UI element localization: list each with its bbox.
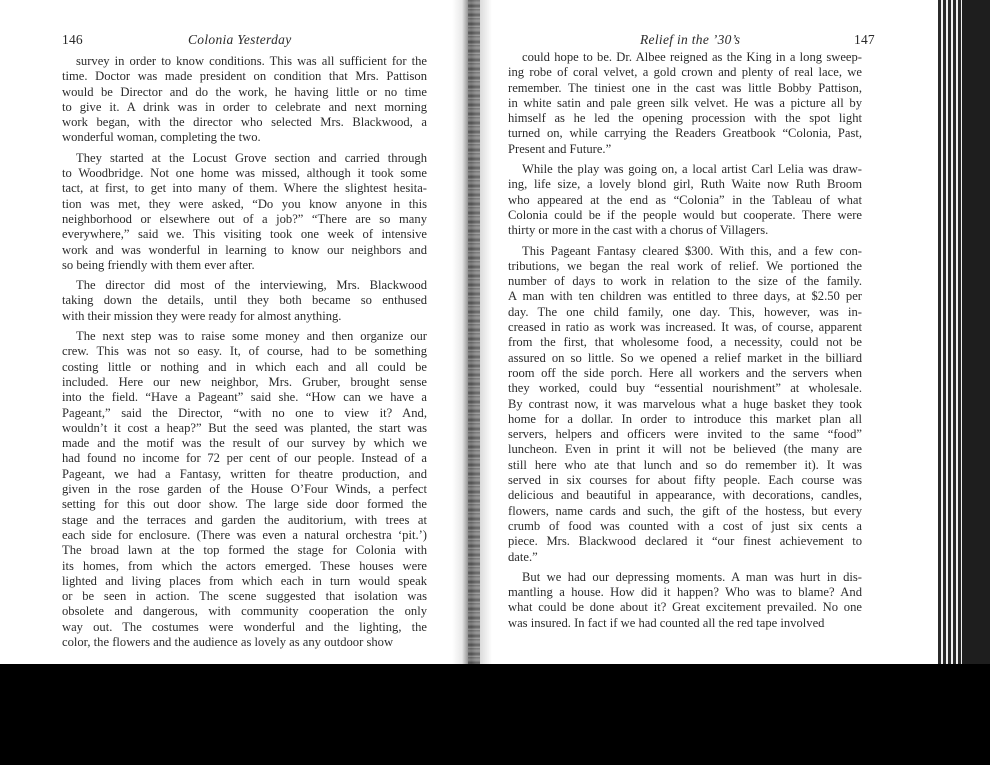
paragraph — [62, 151, 427, 273]
text-line: into the field. “Have a Pageant” said she. “How can we have a — [62, 390, 427, 405]
text-line: ing, life size, a lovely blond girl, Ruth Waite now Ruth Broom — [508, 177, 862, 192]
text-line: work and was wonderful in learning to know our neighbors and — [62, 242, 427, 257]
text-line: While the play was going on, a local artist Carl Lelia was draw- — [522, 162, 862, 177]
text-line: served in six courses for about fifty people. Each course was — [508, 473, 862, 488]
text-line: color, the flowers and the audience as lovely as any outdoor show — [62, 634, 394, 649]
paragraph — [508, 244, 862, 565]
text-line: servers, helpers and officers were invited to the same “food” — [508, 427, 862, 442]
text-line: ing robe of coral velvet, a gold crown and plenty of real lace, we — [508, 65, 862, 80]
text-line: wonderful woman, completing the two. — [62, 130, 261, 145]
text-line: included. Here our new neighbor, Mrs. Gruber, brought sense — [62, 374, 427, 389]
text-line: turned on, while carrying the Readers Greatbook “Colonia, Past, — [508, 126, 862, 141]
text-line: costing little or nothing and in which each and all could be — [62, 359, 427, 374]
right-page-number: 147 — [854, 32, 875, 47]
text-line: number of days to work in relation to the size of the family. — [508, 274, 862, 289]
text-line: survey in order to know conditions. This was all sufficient for the — [76, 54, 427, 68]
text-line: tion was met, they were asked, “Do you know anyone in this — [62, 196, 427, 211]
text-line: thirty or more in the cast with a chorus of Villagers. — [508, 223, 769, 238]
page-edges-shadow — [962, 0, 990, 664]
text-line: A man with ten children was entitled to three days, at $2.50 per — [508, 289, 862, 304]
text-line: obsolete and dangerous, with community cooperation the only — [62, 604, 427, 619]
left-running-head: Colonia Yesterday — [188, 32, 292, 47]
text-line: made and the motif was the result of our survey by which we — [62, 436, 427, 451]
text-line: But we had our depressing moments. A man was hurt in dis- — [522, 569, 862, 584]
text-line: to Woodbridge. Not one home was missed, although it took some — [62, 166, 427, 181]
text-line: was insured. In fact if we had counted all the red tape involved — [508, 615, 825, 630]
text-line: lighted and living places from which each in turn would speak — [62, 573, 427, 588]
text-line: wouldn’t it cost a heap?” But the seed was planted, the start was — [62, 420, 427, 435]
text-line: This Pageant Fantasy cleared $300. With this, and a few con- — [522, 243, 862, 258]
text-line: Pageant, we had a Fantasy, written for theatre production, and — [62, 466, 427, 481]
paragraph — [508, 162, 862, 238]
text-line: date.” — [508, 549, 538, 564]
gutter-shadow — [468, 0, 480, 664]
text-line: setting for this out door show. The large side door formed the — [62, 497, 427, 512]
text-line: piece. Mrs. Blackwood declared it “our finest achievement to — [508, 534, 862, 549]
text-line: Pageant,” said the Director, “with no one to view it? And, — [62, 405, 427, 420]
text-line: who appeared at the end as “Colonia” in the Tableau of what — [508, 192, 862, 207]
text-line: given in the rose garden of the House O’Four Winds, a perfect — [62, 482, 427, 497]
right-page-body — [508, 50, 862, 631]
left-page-body — [62, 54, 427, 650]
text-line: assured on so little. So we opened a relief market in the billiard — [508, 350, 862, 365]
text-line: remember. The tiniest one in the cast was little Bobby Pattison, — [508, 80, 862, 95]
text-line: crumb of food was counted with a cost of just six cents a — [508, 518, 862, 533]
text-line: each side for enclosure. (There was even a natural orchestra ‘pit.’) — [62, 527, 427, 542]
text-line: flowers, name cards and such, the gift of the hostess, but every — [508, 503, 862, 518]
text-line: luncheon. Even in print it will not be believed (the many are — [508, 442, 862, 457]
text-line: to give it. A drink was in order to celebrate and next morning — [62, 99, 427, 114]
text-line: or be seen in action. The scene suggested that isolation was — [62, 589, 427, 604]
text-line: they worked, could buy “essential nourishment” at wholesale. — [508, 381, 862, 396]
text-line: still here who ate that lunch and so do remember it). It was — [508, 457, 862, 472]
text-line: neighborhood or elsewhere out of a job?” “There are so many — [62, 211, 427, 226]
scan-bottom-border — [0, 664, 990, 765]
text-line: They started at the Locust Grove section and carried through — [76, 150, 427, 165]
text-line: from the first, that wholesome food, a necessity, could not be — [508, 335, 862, 350]
text-line: had found no income for 72 per cent of our people. Instead of a — [62, 451, 427, 466]
text-line: By contrast now, it was marvelous what a huge basket they took — [508, 396, 862, 411]
text-line: The director did most of the interviewing, Mrs. Blackwood — [76, 278, 427, 293]
text-line: with their mission they were ready for almost anything. — [62, 308, 342, 323]
text-line: day. The one child family, one day. This, however, was in- — [508, 304, 862, 319]
paragraph — [508, 570, 862, 631]
text-line: everywhere,” said we. This visiting took one week of intensive — [62, 227, 427, 242]
text-line: delicious and beautiful in appearance, with decorations, candles, — [508, 488, 862, 503]
text-line: crew. This was not so easy. It, of course, had to be something — [62, 344, 427, 359]
text-line: its homes, from which the actors emerged. These houses were — [62, 558, 427, 573]
text-line: mantling a house. How did it happen? Who was to blame? And — [508, 585, 862, 600]
text-line: himself as he led the opening procession with the spot light — [508, 111, 862, 126]
text-line: Present and Future.” — [508, 141, 612, 156]
text-line: stage and the terraces and garden the auditorium, with trees at — [62, 512, 427, 527]
text-line: taking down the details, until they both became so enthused — [62, 293, 427, 308]
text-line: tact, at first, to get into many of them. Where the slightest hesita- — [62, 181, 427, 196]
text-line: The broad lawn at the top formed the stage for Colonia with — [62, 543, 427, 558]
text-line: what could be done about it? Great excitement prevailed. No one — [508, 600, 862, 615]
text-line: would be Director and do the work, he having little or no time — [62, 84, 427, 99]
text-line: work began, with the director who selected Mrs. Blackwood, a — [62, 115, 427, 130]
paragraph — [62, 278, 427, 324]
paragraph — [508, 50, 862, 157]
text-line: time. Doctor was made president on condition that Mrs. Pattison — [62, 69, 427, 84]
paragraph — [62, 329, 427, 650]
text-line: home for a dollar. In order to introduce this market plan all — [508, 411, 862, 426]
text-line: Colonia could be if the people would but cooperate. There were — [508, 207, 862, 222]
left-page-number: 146 — [62, 32, 83, 47]
text-line: creased in ratio as work was increased. It was, of course, apparent — [508, 320, 862, 335]
text-line: room off the side porch. Here all workers and the servers when — [508, 365, 862, 380]
right-running-head: Relief in the ’30’s — [640, 32, 741, 47]
text-line: could hope to be. Dr. Albee reigned as the King in a long sweep- — [522, 50, 862, 64]
text-line: tributions, we began the real work of relief. We portioned the — [508, 258, 862, 273]
paragraph — [62, 54, 427, 146]
text-line: in white satin and pale green silk velvet. He was a picture all by — [508, 95, 862, 110]
text-line: way out. The costumes were wonderful and the lighting, the — [62, 619, 427, 634]
text-line: so being friendly with them ever after. — [62, 257, 255, 272]
text-line: The next step was to raise some money and then organize our — [76, 329, 427, 344]
